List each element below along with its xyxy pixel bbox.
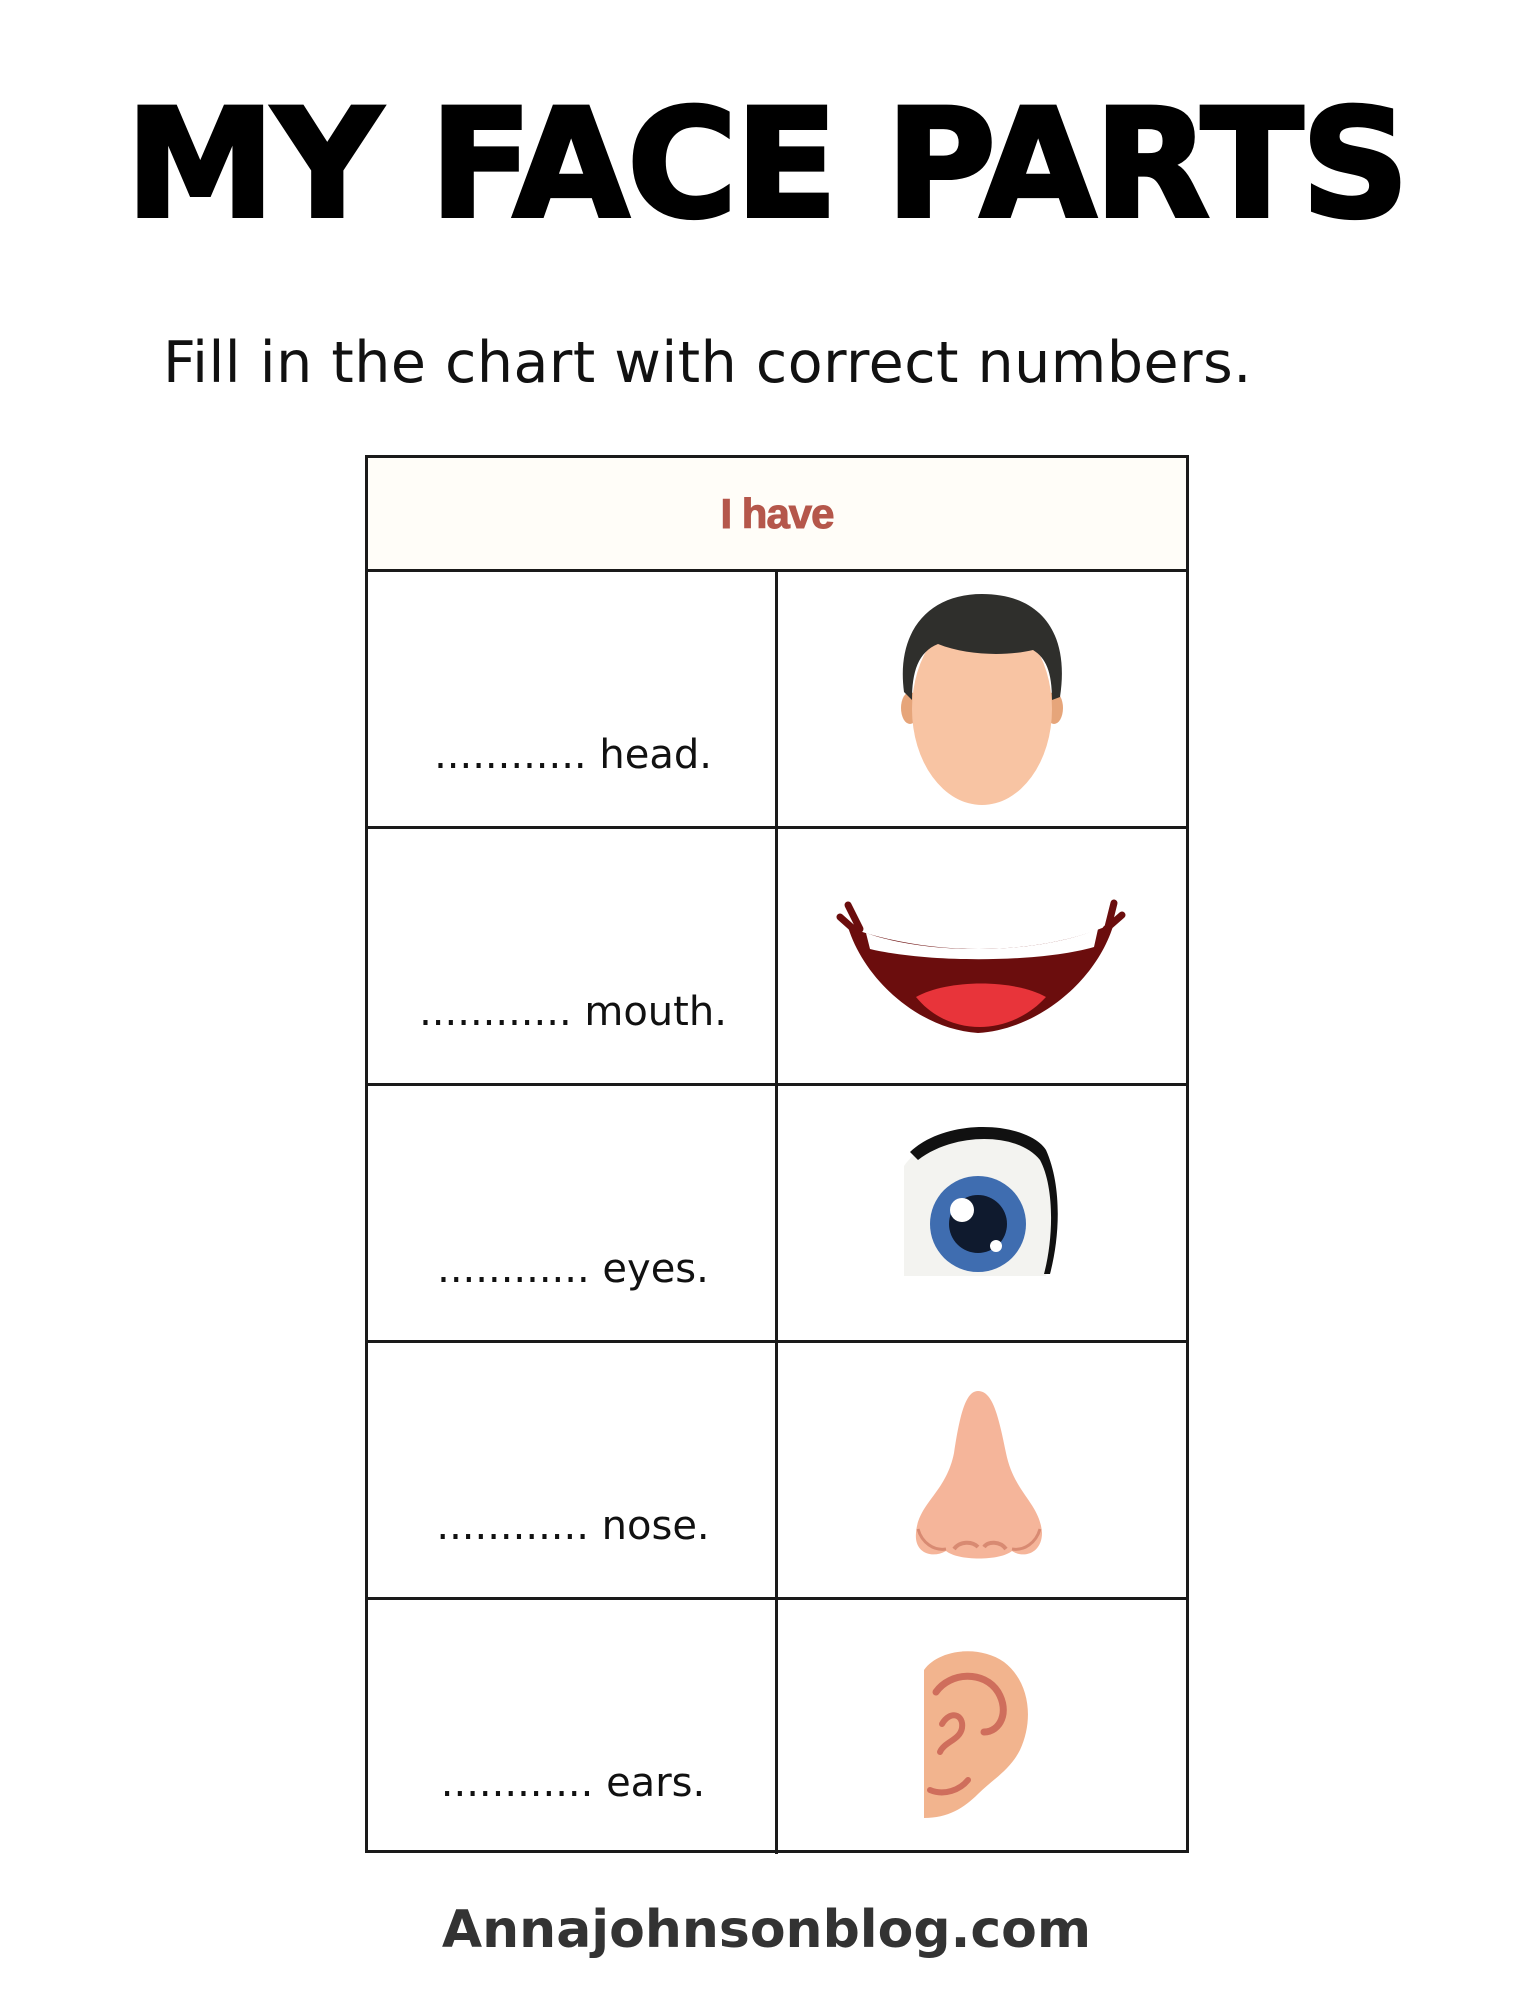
chart-row-eyes xyxy=(368,1086,1186,1343)
chart-row-head xyxy=(368,572,1186,829)
row-label: ............ eyes. xyxy=(437,1246,709,1292)
answer-cell[interactable] xyxy=(368,1086,778,1340)
face-parts-chart xyxy=(365,455,1189,1853)
instruction-text: Fill in the chart with correct numbers. xyxy=(163,330,1252,396)
ear-icon xyxy=(778,1600,1186,1854)
chart-header-label: I have xyxy=(720,489,834,537)
picture-cell xyxy=(778,1086,1186,1340)
nose-icon xyxy=(778,1343,1186,1597)
picture-cell xyxy=(778,1600,1186,1854)
head-icon xyxy=(778,572,1186,826)
eye-icon xyxy=(778,1086,1186,1340)
answer-cell[interactable] xyxy=(368,1343,778,1597)
answer-cell[interactable] xyxy=(368,1600,778,1854)
row-label: ............ nose. xyxy=(436,1503,710,1549)
answer-cell[interactable] xyxy=(368,829,778,1083)
answer-cell[interactable] xyxy=(368,572,778,826)
row-label: ............ head. xyxy=(434,732,712,778)
picture-cell xyxy=(778,829,1186,1083)
row-label: ............ ears. xyxy=(440,1760,706,1806)
chart-row-ears xyxy=(368,1600,1186,1857)
picture-cell xyxy=(778,1343,1186,1597)
chart-row-mouth xyxy=(368,829,1186,1086)
chart-header xyxy=(368,458,1186,572)
chart-row-nose xyxy=(368,1343,1186,1600)
page-title: MY FACE PARTS xyxy=(125,78,1408,252)
footer-website: Annajohnsonblog.com xyxy=(441,1900,1092,1960)
picture-cell xyxy=(778,572,1186,826)
row-label: ............ mouth. xyxy=(419,989,727,1035)
mouth-icon xyxy=(778,829,1186,1083)
